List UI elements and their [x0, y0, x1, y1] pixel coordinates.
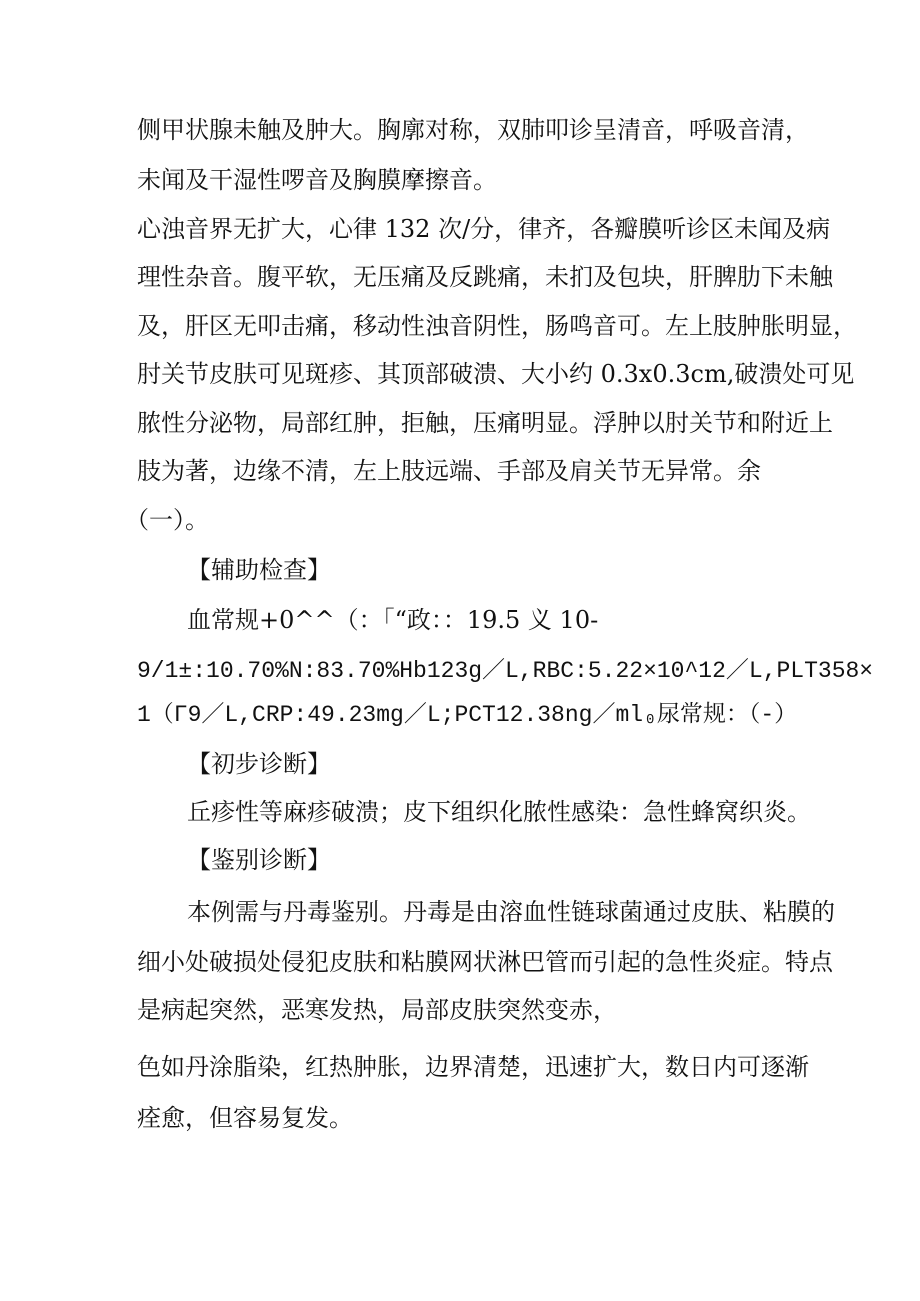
- body-line: 未闻及干湿性啰音及胸膜摩擦音。: [137, 166, 497, 194]
- lab-line: 9/1±:10.70%N:83.70%Hb123g／L,RBC:5.22×10^12／L,PLT358×: [137, 658, 874, 684]
- body-line: 心浊音界无扩大，心律 132 次/分，律齐，各瓣膜听诊区未闻及病: [137, 215, 831, 243]
- body-line: 本例需与丹毒鉴别。丹毒是由溶血性链球菌通过皮肤、粘膜的: [187, 898, 835, 926]
- body-line: 细小处破损处侵犯皮肤和粘膜网状淋巴管而引起的急性炎症。特点: [137, 948, 833, 976]
- body-line: （一）。: [125, 506, 209, 534]
- body-line: 色如丹涂脂染，红热肿胀，边界清楚，迅速扩大，数日内可逐渐: [137, 1053, 809, 1081]
- section-heading-auxiliary-exam: 【辅助检查】: [187, 556, 331, 584]
- body-line: 及，肝区无叩击痛，移动性浊音阴性，肠鸣音可。左上肢肿胀明显，: [137, 312, 857, 340]
- body-line: 痊愈，但容易复发。: [137, 1104, 353, 1132]
- section-heading-differential-diagnosis: 【鉴别诊断】: [187, 846, 331, 874]
- body-line: 肢为著，边缘不清，左上肢远端、手部及肩关节无异常。余: [137, 457, 761, 485]
- body-line: 脓性分泌物，局部红肿，拒触，压痛明显。浮肿以肘关节和附近上: [137, 409, 833, 437]
- body-line: 侧甲状腺未触及肿大。胸廓对称，双肺叩诊呈清音，呼吸音清，: [137, 116, 809, 144]
- section-heading-preliminary-diagnosis: 【初步诊断】: [187, 750, 331, 778]
- body-line: 是病起突然，恶寒发热，局部皮肤突然变赤，: [137, 996, 617, 1024]
- lab-line: 1（Γ9／L,CRP:49.23mg／L;PCT12.38ng／ml₀尿常规：（-）: [137, 702, 798, 728]
- body-line: 理性杂音。腹平软，无压痛及反跳痛，未扪及包块，肝脾肋下未触: [137, 263, 833, 291]
- lab-line: 血常规+0^^（：「“政：：19.5 义 10-: [187, 606, 599, 634]
- diagnosis-text: 丘疹性等麻疹破溃；皮下组织化脓性感染：急性蜂窝织炎。: [187, 798, 811, 826]
- body-line: 肘关节皮肤可见斑疹、其顶部破溃、大小约 0.3x0.3cm,破溃处可见: [137, 360, 855, 388]
